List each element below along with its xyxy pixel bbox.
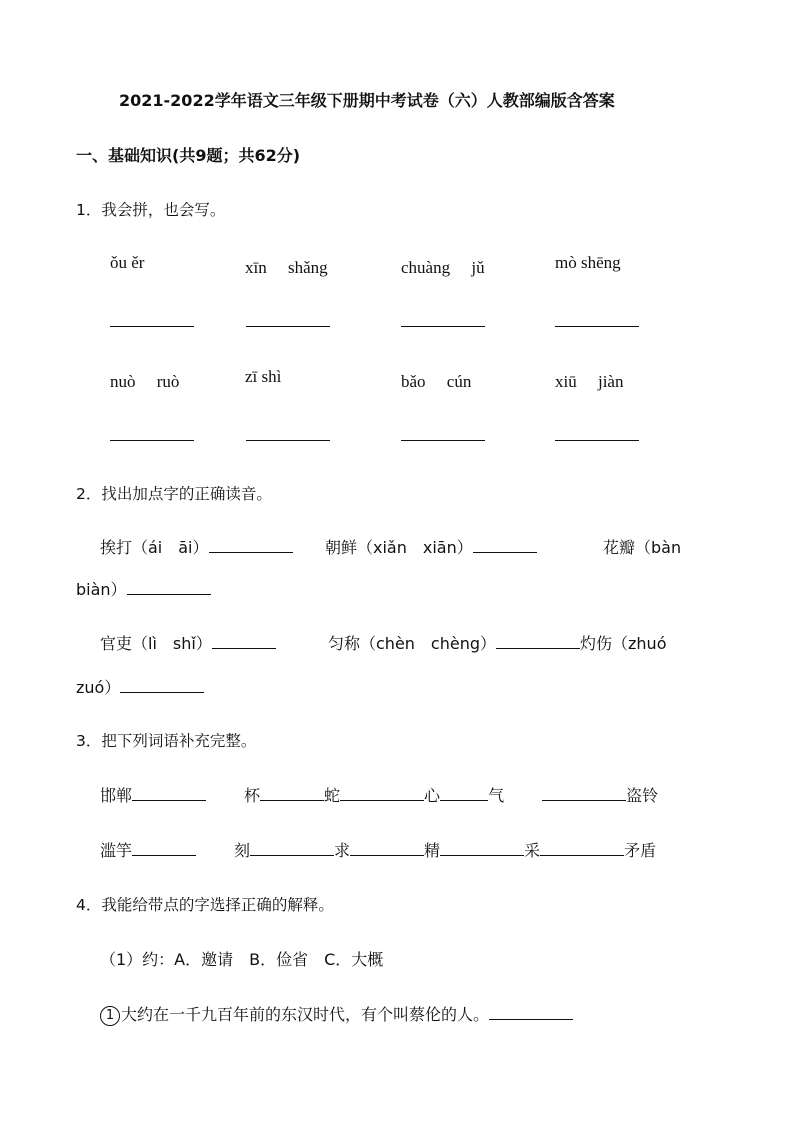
pinyin-3: chuàng jǔ bbox=[401, 258, 485, 277]
idiom-part: 精 bbox=[424, 841, 441, 860]
answer-blank[interactable] bbox=[401, 440, 485, 441]
reading-item bbox=[100, 631, 276, 654]
pinyin-5: nuò ruò bbox=[110, 372, 180, 391]
answer-blank[interactable] bbox=[110, 326, 194, 327]
answer-blank[interactable] bbox=[555, 440, 639, 441]
idiom-part: 采 bbox=[524, 841, 541, 860]
sub-item bbox=[100, 1002, 573, 1026]
answer-blank[interactable] bbox=[540, 839, 624, 856]
pinyin-2: xīn shǎng bbox=[245, 258, 328, 277]
reading-text: 官吏（lì shǐ） bbox=[100, 634, 212, 653]
answer-blank[interactable] bbox=[555, 326, 639, 327]
reading-item bbox=[325, 535, 537, 558]
idiom-part: 邯郸 bbox=[100, 786, 133, 805]
answer-blank[interactable] bbox=[120, 676, 204, 693]
idiom-part: 杯 bbox=[244, 786, 261, 805]
sub-question: （1）约：A．邀请 B．俭省 C．大概 bbox=[100, 950, 384, 969]
question-1-label: 1．我会拼，也会写。 bbox=[76, 201, 226, 219]
answer-blank[interactable] bbox=[246, 326, 330, 327]
idiom-part: 求 bbox=[334, 841, 351, 860]
answer-blank[interactable] bbox=[246, 440, 330, 441]
answer-blank[interactable] bbox=[127, 578, 211, 595]
reading-text: 挨打（ái āi） bbox=[100, 538, 209, 557]
item-text: 大约在一千九百年前的东汉时代，有个叫蔡伦的人。 bbox=[121, 1005, 490, 1024]
reading-item: 花瓣（bàn bbox=[603, 538, 682, 557]
reading-text: biàn） bbox=[76, 580, 127, 599]
answer-blank[interactable] bbox=[489, 1003, 573, 1020]
question-2-label: 2．找出加点字的正确读音。 bbox=[76, 485, 272, 503]
pinyin-8: xiū jiàn bbox=[555, 372, 624, 391]
reading-text: 朝鲜（xiǎn xiān） bbox=[325, 538, 473, 557]
circled-number: 1 bbox=[100, 1006, 120, 1026]
idiom-part: 气 bbox=[488, 786, 505, 805]
answer-blank[interactable] bbox=[209, 536, 293, 553]
answer-blank[interactable] bbox=[340, 784, 424, 801]
reading-item bbox=[328, 631, 667, 654]
idiom-part: 心 bbox=[424, 786, 441, 805]
question-4-label: 4．我能给带点的字选择正确的解释。 bbox=[76, 896, 334, 914]
reading-item bbox=[100, 535, 293, 558]
reading-item bbox=[76, 675, 204, 698]
reading-text: 匀称（chèn chèng） bbox=[328, 634, 497, 653]
pinyin-4: mò shēng bbox=[555, 253, 621, 272]
answer-blank[interactable] bbox=[473, 536, 537, 553]
answer-blank[interactable] bbox=[440, 839, 524, 856]
question-3-label: 3．把下列词语补充完整。 bbox=[76, 732, 257, 750]
reading-text: 灼伤（zhuó bbox=[580, 634, 667, 653]
page-title: 2021-2022学年语文三年级下册期中考试卷（六）人教部编版含答案 bbox=[119, 91, 615, 110]
idiom-part: 刻 bbox=[234, 841, 251, 860]
answer-blank[interactable] bbox=[132, 784, 206, 801]
answer-blank[interactable] bbox=[132, 839, 196, 856]
answer-blank[interactable] bbox=[212, 632, 276, 649]
answer-blank[interactable] bbox=[260, 784, 324, 801]
pinyin-6: zī shì bbox=[245, 367, 282, 386]
answer-blank[interactable] bbox=[542, 784, 626, 801]
idiom-part: 矛盾 bbox=[624, 841, 657, 860]
idiom-row bbox=[100, 783, 658, 806]
answer-blank[interactable] bbox=[110, 440, 194, 441]
idiom-part: 滥竽 bbox=[100, 841, 133, 860]
section-heading: 一、基础知识(共9题；共62分) bbox=[76, 146, 301, 165]
answer-blank[interactable] bbox=[401, 326, 485, 327]
pinyin-1: ǒu ěr bbox=[110, 253, 145, 272]
pinyin-7: bǎo cún bbox=[401, 372, 472, 391]
idiom-part: 盗铃 bbox=[626, 786, 659, 805]
idiom-row bbox=[100, 838, 656, 861]
answer-blank[interactable] bbox=[350, 839, 424, 856]
reading-item bbox=[76, 577, 211, 600]
answer-blank[interactable] bbox=[496, 632, 580, 649]
answer-blank[interactable] bbox=[250, 839, 334, 856]
answer-blank[interactable] bbox=[440, 784, 488, 801]
reading-text: zuó） bbox=[76, 678, 121, 697]
idiom-part: 蛇 bbox=[324, 786, 341, 805]
